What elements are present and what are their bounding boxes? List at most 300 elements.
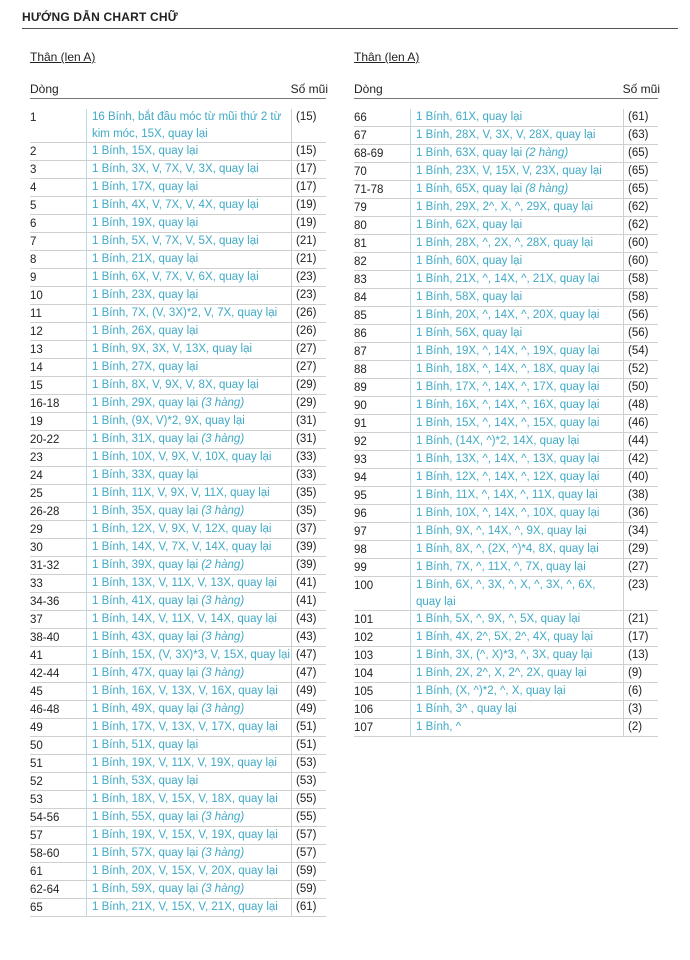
stitch-count: (34) bbox=[623, 523, 658, 540]
stitch-count: (65) bbox=[623, 181, 658, 198]
table-row bbox=[30, 179, 326, 197]
stitch-count: (29) bbox=[623, 541, 658, 558]
row-number: 37 bbox=[30, 613, 43, 626]
stitch-count: (47) bbox=[291, 647, 326, 664]
stitch-count: (36) bbox=[623, 505, 658, 522]
stitch-count: (39) bbox=[291, 557, 326, 574]
instruction-text: 1 Bính, 7X, (V, 3X)*2, V, 7X, quay lại bbox=[92, 307, 278, 319]
row-instruction bbox=[86, 647, 291, 664]
row-number: 23 bbox=[30, 451, 43, 464]
stitch-count: (19) bbox=[291, 197, 326, 214]
row-number: 33 bbox=[30, 577, 43, 590]
row-instruction bbox=[410, 451, 623, 468]
row-instruction bbox=[86, 143, 291, 160]
instruction-text: 1 Bính, 3^ , quay lại bbox=[416, 703, 517, 715]
table-row bbox=[354, 307, 658, 325]
instruction-text: 1 Bính, (9X, V)*2, 9X, quay lại bbox=[92, 415, 245, 427]
stitch-count: (61) bbox=[291, 899, 326, 916]
row-number: 10 bbox=[30, 289, 43, 302]
stitch-count: (15) bbox=[291, 109, 326, 142]
instruction-text: 1 Bính, 3X, V, 7X, V, 3X, quay lại bbox=[92, 163, 259, 175]
row-instruction bbox=[410, 217, 623, 234]
header-count-label: Số mũi bbox=[290, 82, 328, 96]
stitch-count: (3) bbox=[623, 701, 658, 718]
instruction-text: 1 Bính, 8X, ^, (2X, ^)*4, 8X, quay lại bbox=[416, 543, 599, 555]
table-row bbox=[30, 323, 326, 341]
stitch-count: (52) bbox=[623, 361, 658, 378]
instruction-text: 1 Bính, 58X, quay lại bbox=[416, 291, 523, 303]
table-row bbox=[30, 109, 326, 143]
row-number: 45 bbox=[30, 685, 43, 698]
table-row bbox=[354, 325, 658, 343]
instruction-text: 1 Bính, 19X, V, 15X, V, 19X, quay lại bbox=[92, 829, 278, 841]
table-row bbox=[30, 791, 326, 809]
row-number: 97 bbox=[354, 525, 367, 538]
row-instruction bbox=[86, 611, 291, 628]
row-number: 49 bbox=[30, 721, 43, 734]
stitch-count: (35) bbox=[291, 503, 326, 520]
row-number: 6 bbox=[30, 217, 37, 230]
stitch-count: (41) bbox=[291, 575, 326, 592]
row-number: 51 bbox=[30, 757, 43, 770]
row-number: 102 bbox=[354, 631, 374, 644]
table-header-left bbox=[30, 80, 326, 99]
table-row bbox=[30, 827, 326, 845]
instruction-text: 1 Bính, 41X, quay lại bbox=[92, 595, 202, 607]
table-row bbox=[30, 215, 326, 233]
row-instruction bbox=[410, 541, 623, 558]
instruction-text: 1 Bính, 4X, V, 7X, V, 4X, quay lại bbox=[92, 199, 259, 211]
table-row bbox=[30, 593, 326, 611]
table-row bbox=[354, 343, 658, 361]
row-number: 94 bbox=[354, 471, 367, 484]
row-number: 19 bbox=[30, 415, 43, 428]
instruction-text: 1 Bính, 39X, quay lại bbox=[92, 559, 202, 571]
row-instruction bbox=[410, 235, 623, 252]
row-instruction bbox=[86, 109, 291, 142]
header-row-label: Dòng bbox=[30, 82, 59, 96]
row-number: 82 bbox=[354, 255, 367, 268]
row-number: 54-56 bbox=[30, 811, 60, 824]
row-instruction bbox=[410, 647, 623, 664]
row-repeat-note: (2 hàng) bbox=[201, 559, 245, 571]
row-instruction bbox=[86, 431, 291, 448]
stitch-count: (21) bbox=[623, 611, 658, 628]
table-row bbox=[354, 505, 658, 523]
stitch-count: (55) bbox=[291, 791, 326, 808]
table-row bbox=[354, 719, 658, 737]
instruction-text: 1 Bính, 21X, V, 15X, V, 21X, quay lại bbox=[92, 901, 278, 913]
row-instruction bbox=[86, 737, 291, 754]
row-instruction bbox=[410, 361, 623, 378]
instruction-text: 1 Bính, 5X, ^, 9X, ^, 5X, quay lại bbox=[416, 613, 581, 625]
table-row bbox=[354, 487, 658, 505]
table-row bbox=[354, 127, 658, 145]
row-instruction bbox=[86, 701, 291, 718]
instruction-text: 1 Bính, 16X, V, 13X, V, 16X, quay lại bbox=[92, 685, 278, 697]
instruction-text: 1 Bính, 15X, (V, 3X)*3, V, 15X, quay lại bbox=[92, 649, 290, 661]
instruction-text: 1 Bính, 14X, V, 7X, V, 14X, quay lại bbox=[92, 541, 272, 553]
stitch-count: (9) bbox=[623, 665, 658, 682]
table-row bbox=[354, 665, 658, 683]
row-number: 107 bbox=[354, 721, 374, 734]
row-number: 85 bbox=[354, 309, 367, 322]
row-instruction bbox=[86, 449, 291, 466]
stitch-count: (62) bbox=[623, 217, 658, 234]
instruction-text: 1 Bính, 28X, V, 3X, V, 28X, quay lại bbox=[416, 129, 596, 141]
instruction-text: 1 Bính, 12X, V, 9X, V, 12X, quay lại bbox=[92, 523, 272, 535]
table-row bbox=[30, 629, 326, 647]
row-number: 67 bbox=[354, 129, 367, 142]
instruction-text: 1 Bính, 9X, ^, 14X, ^, 9X, quay lại bbox=[416, 525, 587, 537]
table-row bbox=[354, 683, 658, 701]
row-number: 81 bbox=[354, 237, 367, 250]
table-row bbox=[30, 539, 326, 557]
stitch-count: (61) bbox=[623, 109, 658, 126]
row-number: 92 bbox=[354, 435, 367, 448]
instruction-text: 1 Bính, 65X, quay lại bbox=[416, 183, 526, 195]
row-number: 26-28 bbox=[30, 505, 60, 518]
instruction-text: 1 Bính, 5X, V, 7X, V, 5X, quay lại bbox=[92, 235, 259, 247]
row-instruction bbox=[86, 863, 291, 880]
instruction-text: 1 Bính, 17X, quay lại bbox=[92, 181, 199, 193]
stitch-count: (37) bbox=[291, 521, 326, 538]
row-instruction bbox=[86, 233, 291, 250]
table-row bbox=[30, 863, 326, 881]
table-row bbox=[30, 359, 326, 377]
instruction-text: 1 Bính, 53X, quay lại bbox=[92, 775, 199, 787]
table-row bbox=[30, 845, 326, 863]
row-instruction bbox=[86, 395, 291, 412]
row-instruction bbox=[86, 899, 291, 916]
instruction-text: 1 Bính, 33X, quay lại bbox=[92, 469, 199, 481]
table-row bbox=[354, 629, 658, 647]
instruction-text: 1 Bính, 19X, ^, 14X, ^, 19X, quay lại bbox=[416, 345, 600, 357]
stitch-count: (17) bbox=[291, 161, 326, 178]
row-number: 41 bbox=[30, 649, 43, 662]
instruction-text: 1 Bính, 10X, V, 9X, V, 10X, quay lại bbox=[92, 451, 272, 463]
row-instruction bbox=[86, 809, 291, 826]
instruction-text: 1 Bính, 15X, quay lại bbox=[92, 145, 199, 157]
row-instruction bbox=[86, 719, 291, 736]
row-instruction bbox=[410, 271, 623, 288]
table-row bbox=[30, 341, 326, 359]
row-instruction bbox=[86, 629, 291, 646]
stitch-count: (27) bbox=[623, 559, 658, 576]
row-number: 68-69 bbox=[354, 147, 384, 160]
table-row bbox=[354, 701, 658, 719]
row-number: 83 bbox=[354, 273, 367, 286]
instruction-text: 1 Bính, 2X, 2^, X, 2^, 2X, quay lại bbox=[416, 667, 587, 679]
row-number: 58-60 bbox=[30, 847, 60, 860]
row-instruction bbox=[410, 701, 623, 718]
stitch-count: (38) bbox=[623, 487, 658, 504]
row-number: 91 bbox=[354, 417, 367, 430]
row-instruction bbox=[86, 161, 291, 178]
stitch-count: (26) bbox=[291, 305, 326, 322]
instruction-text: 1 Bính, 28X, ^, 2X, ^, 28X, quay lại bbox=[416, 237, 594, 249]
table-row bbox=[354, 647, 658, 665]
instruction-text: 1 Bính, 61X, quay lại bbox=[416, 111, 523, 123]
row-instruction bbox=[410, 379, 623, 396]
table-row bbox=[354, 433, 658, 451]
row-number: 95 bbox=[354, 489, 367, 502]
table-row bbox=[30, 377, 326, 395]
row-instruction bbox=[86, 485, 291, 502]
table-row bbox=[30, 809, 326, 827]
instruction-text: 1 Bính, 20X, ^, 14X, ^, 20X, quay lại bbox=[416, 309, 600, 321]
table-row bbox=[30, 413, 326, 431]
stitch-count: (29) bbox=[291, 395, 326, 412]
row-instruction bbox=[86, 791, 291, 808]
stitch-count: (35) bbox=[291, 485, 326, 502]
row-number: 16-18 bbox=[30, 397, 60, 410]
section-title-left: Thân (len A) bbox=[30, 50, 96, 64]
row-number: 24 bbox=[30, 469, 43, 482]
row-number: 42-44 bbox=[30, 667, 60, 680]
table-row bbox=[30, 611, 326, 629]
instruction-text: 1 Bính, 15X, ^, 14X, ^, 15X, quay lại bbox=[416, 417, 600, 429]
instruction-text: 1 Bính, 16X, ^, 14X, ^, 16X, quay lại bbox=[416, 399, 600, 411]
stitch-count: (57) bbox=[291, 827, 326, 844]
table-row bbox=[354, 523, 658, 541]
table-row bbox=[30, 665, 326, 683]
row-instruction bbox=[410, 199, 623, 216]
row-instruction bbox=[86, 305, 291, 322]
stitch-count: (29) bbox=[291, 377, 326, 394]
row-instruction bbox=[410, 181, 623, 198]
row-number: 30 bbox=[30, 541, 43, 554]
table-header-right bbox=[354, 80, 658, 99]
table-row bbox=[354, 611, 658, 629]
row-instruction bbox=[410, 577, 623, 610]
instruction-text: 1 Bính, 23X, V, 15X, V, 23X, quay lại bbox=[416, 165, 602, 177]
row-number: 46-48 bbox=[30, 703, 60, 716]
row-instruction bbox=[410, 343, 623, 360]
instruction-text: 1 Bính, 17X, ^, 14X, ^, 17X, quay lại bbox=[416, 381, 600, 393]
table-row bbox=[30, 701, 326, 719]
row-repeat-note: (3 hàng) bbox=[201, 433, 245, 445]
table-row bbox=[30, 521, 326, 539]
table-row bbox=[354, 469, 658, 487]
row-instruction bbox=[86, 755, 291, 772]
row-number: 106 bbox=[354, 703, 374, 716]
section-title-right: Thân (len A) bbox=[354, 50, 420, 64]
row-instruction bbox=[86, 683, 291, 700]
row-number: 98 bbox=[354, 543, 367, 556]
row-instruction bbox=[86, 539, 291, 556]
stitch-count: (56) bbox=[623, 325, 658, 342]
row-instruction bbox=[410, 683, 623, 700]
stitch-count: (58) bbox=[623, 289, 658, 306]
row-instruction bbox=[410, 145, 623, 162]
row-instruction bbox=[86, 827, 291, 844]
row-instruction bbox=[410, 629, 623, 646]
table-row bbox=[354, 253, 658, 271]
table-row bbox=[30, 449, 326, 467]
row-instruction bbox=[410, 487, 623, 504]
stitch-count: (23) bbox=[291, 269, 326, 286]
pattern-table-right bbox=[354, 109, 658, 737]
table-row bbox=[30, 557, 326, 575]
row-instruction bbox=[410, 109, 623, 126]
row-number: 100 bbox=[354, 579, 374, 592]
stitch-count: (58) bbox=[623, 271, 658, 288]
table-row bbox=[30, 755, 326, 773]
table-row bbox=[30, 251, 326, 269]
row-instruction bbox=[410, 325, 623, 342]
table-row bbox=[354, 451, 658, 469]
row-instruction bbox=[86, 179, 291, 196]
table-row bbox=[354, 541, 658, 559]
row-number: 90 bbox=[354, 399, 367, 412]
stitch-count: (62) bbox=[623, 199, 658, 216]
table-row bbox=[354, 379, 658, 397]
row-number: 7 bbox=[30, 235, 37, 248]
row-number: 1 bbox=[30, 111, 37, 124]
row-number: 38-40 bbox=[30, 631, 60, 644]
instruction-text: 1 Bính, 17X, V, 13X, V, 17X, quay lại bbox=[92, 721, 278, 733]
instruction-text: 1 Bính, 13X, ^, 14X, ^, 13X, quay lại bbox=[416, 453, 600, 465]
instruction-text: 1 Bính, 4X, 2^, 5X, 2^, 4X, quay lại bbox=[416, 631, 594, 643]
row-number: 13 bbox=[30, 343, 43, 356]
row-instruction bbox=[410, 469, 623, 486]
stitch-count: (27) bbox=[291, 359, 326, 376]
stitch-count: (65) bbox=[623, 163, 658, 180]
row-number: 4 bbox=[30, 181, 37, 194]
row-number: 101 bbox=[354, 613, 374, 626]
table-row bbox=[30, 503, 326, 521]
instruction-text: 1 Bính, 18X, V, 15X, V, 18X, quay lại bbox=[92, 793, 278, 805]
row-instruction bbox=[410, 163, 623, 180]
table-row bbox=[30, 485, 326, 503]
row-number: 89 bbox=[354, 381, 367, 394]
stitch-count: (27) bbox=[291, 341, 326, 358]
row-number: 53 bbox=[30, 793, 43, 806]
stitch-count: (59) bbox=[291, 863, 326, 880]
stitch-count: (15) bbox=[291, 143, 326, 160]
instruction-text: 1 Bính, 47X, quay lại bbox=[92, 667, 202, 679]
instruction-text: 1 Bính, 27X, quay lại bbox=[92, 361, 199, 373]
row-number: 12 bbox=[30, 325, 43, 338]
row-instruction bbox=[410, 127, 623, 144]
row-number: 71-78 bbox=[354, 183, 384, 196]
row-instruction bbox=[86, 503, 291, 520]
table-row bbox=[354, 199, 658, 217]
row-instruction bbox=[86, 215, 291, 232]
instruction-text: 1 Bính, 6X, V, 7X, V, 6X, quay lại bbox=[92, 271, 259, 283]
instruction-text: 1 Bính, 9X, 3X, V, 13X, quay lại bbox=[92, 343, 253, 355]
table-row bbox=[30, 647, 326, 665]
instruction-text: 1 Bính, 14X, V, 11X, V, 14X, quay lại bbox=[92, 613, 277, 625]
row-number: 34-36 bbox=[30, 595, 60, 608]
row-repeat-note: (3 hàng) bbox=[201, 397, 245, 409]
stitch-count: (43) bbox=[291, 611, 326, 628]
table-row bbox=[354, 145, 658, 163]
table-row bbox=[30, 395, 326, 413]
row-instruction bbox=[86, 269, 291, 286]
row-repeat-note: (3 hàng) bbox=[201, 811, 245, 823]
stitch-count: (51) bbox=[291, 737, 326, 754]
stitch-count: (21) bbox=[291, 251, 326, 268]
row-repeat-note: (3 hàng) bbox=[201, 667, 245, 679]
row-number: 11 bbox=[30, 307, 42, 320]
stitch-count: (33) bbox=[291, 467, 326, 484]
row-instruction bbox=[86, 341, 291, 358]
stitch-count: (21) bbox=[291, 233, 326, 250]
stitch-count: (40) bbox=[623, 469, 658, 486]
stitch-count: (53) bbox=[291, 755, 326, 772]
stitch-count: (31) bbox=[291, 413, 326, 430]
row-instruction bbox=[86, 359, 291, 376]
instruction-text: 1 Bính, 23X, quay lại bbox=[92, 289, 199, 301]
title-divider bbox=[22, 28, 678, 29]
instruction-text: 1 Bính, 59X, quay lại bbox=[92, 883, 202, 895]
stitch-count: (13) bbox=[623, 647, 658, 664]
instruction-text: 1 Bính, 7X, ^, 11X, ^, 7X, quay lại bbox=[416, 561, 586, 573]
row-number: 8 bbox=[30, 253, 37, 266]
row-number: 96 bbox=[354, 507, 367, 520]
instruction-text: 1 Bính, 57X, quay lại bbox=[92, 847, 202, 859]
instruction-text: 1 Bính, 26X, quay lại bbox=[92, 325, 199, 337]
row-instruction bbox=[410, 253, 623, 270]
stitch-count: (63) bbox=[623, 127, 658, 144]
row-instruction bbox=[86, 467, 291, 484]
table-row bbox=[30, 197, 326, 215]
table-row bbox=[30, 899, 326, 917]
row-instruction bbox=[86, 413, 291, 430]
stitch-count: (46) bbox=[623, 415, 658, 432]
stitch-count: (6) bbox=[623, 683, 658, 700]
stitch-count: (50) bbox=[623, 379, 658, 396]
stitch-count: (51) bbox=[291, 719, 326, 736]
row-instruction bbox=[86, 287, 291, 304]
stitch-count: (49) bbox=[291, 683, 326, 700]
row-number: 105 bbox=[354, 685, 374, 698]
row-number: 50 bbox=[30, 739, 43, 752]
row-repeat-note: (3 hàng) bbox=[201, 883, 245, 895]
instruction-text: 1 Bính, 18X, ^, 14X, ^, 18X, quay lại bbox=[416, 363, 600, 375]
document-title: HƯỚNG DẪN CHART CHỮ bbox=[22, 10, 178, 24]
stitch-count: (26) bbox=[291, 323, 326, 340]
row-instruction bbox=[410, 397, 623, 414]
header-row-label: Dòng bbox=[354, 82, 383, 96]
table-row bbox=[354, 415, 658, 433]
stitch-count: (54) bbox=[623, 343, 658, 360]
row-instruction bbox=[410, 719, 623, 736]
row-instruction bbox=[86, 593, 291, 610]
instruction-text: 1 Bính, 56X, quay lại bbox=[416, 327, 523, 339]
instruction-text: 1 Bính, (14X, ^)*2, 14X, quay lại bbox=[416, 435, 580, 447]
row-number: 103 bbox=[354, 649, 374, 662]
stitch-count: (39) bbox=[291, 539, 326, 556]
row-number: 14 bbox=[30, 361, 43, 374]
stitch-count: (57) bbox=[291, 845, 326, 862]
row-number: 99 bbox=[354, 561, 367, 574]
stitch-count: (23) bbox=[623, 577, 658, 610]
stitch-count: (17) bbox=[623, 629, 658, 646]
table-row bbox=[354, 577, 658, 611]
stitch-count: (42) bbox=[623, 451, 658, 468]
row-instruction bbox=[86, 557, 291, 574]
stitch-count: (47) bbox=[291, 665, 326, 682]
instruction-text: 16 Bính, bắt đầu móc từ mũi thứ 2 từ kim móc, 15X, quay lại bbox=[92, 111, 282, 140]
row-number: 88 bbox=[354, 363, 367, 376]
table-row bbox=[354, 163, 658, 181]
table-row bbox=[30, 773, 326, 791]
table-row bbox=[354, 109, 658, 127]
row-instruction bbox=[86, 665, 291, 682]
